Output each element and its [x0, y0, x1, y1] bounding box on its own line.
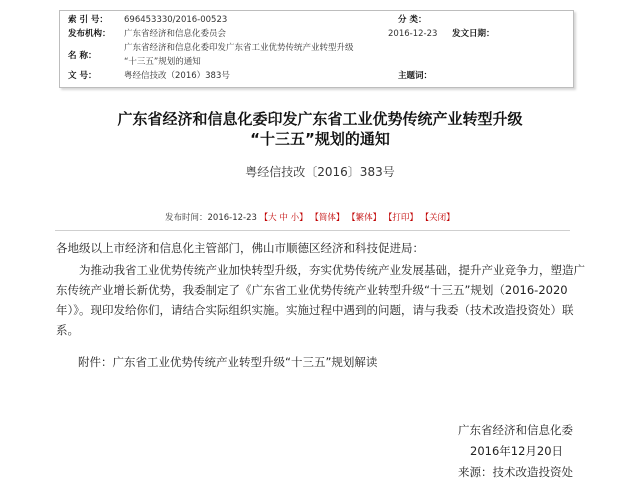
date-label: 发文日期： — [452, 29, 495, 39]
font-size-medium-link[interactable]: 中 — [279, 213, 288, 223]
category-label: 分 类： — [398, 15, 427, 25]
font-size-large-link[interactable]: 大 — [268, 213, 277, 223]
page-title-line2: “十三五”规划的通知 — [250, 130, 390, 148]
traditional-link[interactable]: 繁体 — [355, 213, 373, 223]
docno-label: 文 号： — [68, 71, 97, 81]
document-number: 粤经信技改〔2016〕383号 — [245, 165, 395, 179]
print-link[interactable]: 打印 — [392, 213, 410, 223]
signing-date: 2016年12月20日 — [470, 444, 564, 458]
docno-value: 粤经信技改（2016）383号 — [124, 71, 230, 81]
index-value: 696453330/2016-00523 — [124, 15, 228, 25]
publish-date: 2016-12-23 — [207, 213, 257, 223]
publish-toolbar: 发布时间：2016-12-23 【大 中 小】 【简体】 【繁体】 【打印】 【关闭】 — [165, 213, 455, 223]
body-paragraph: 为推动我省工业优势传统产业加快转型升级，夯实优势传统产业发展基础，提升产业竞争力，塑造广东传统产业增长新优势，我委制定了《广东省工业优势传统产业转型升级“十三五”规划（2016-2020年）》。现印发给你们，请结合实际组织实施。实施过程中遇到的问题，请与我委（技术改造投资处）联系。 — [56, 263, 585, 337]
date-value: 2016-12-23 — [388, 29, 438, 39]
simplified-link[interactable]: 简体 — [318, 213, 336, 223]
close-link[interactable]: 关闭 — [429, 213, 447, 223]
name-value-line1: 广东省经济和信息化委印发广东省工业优势传统产业转型升级 — [124, 43, 354, 53]
source-line: 来源：技术改造投资处 — [458, 465, 573, 479]
salutation: 各地级以上市经济和信息化主管部门，佛山市顺德区经济和科技促进局： — [56, 241, 424, 255]
signing-organization: 广东省经济和信息化委 — [458, 423, 573, 437]
font-size-small-link[interactable]: 小 — [290, 213, 300, 223]
page-title-line1: 广东省经济和信息化委印发广东省工业优势传统产业转型升级 — [117, 110, 523, 128]
divider — [55, 230, 570, 231]
index-label: 索 引 号： — [68, 15, 108, 25]
document-metadata-box — [59, 10, 574, 88]
publisher-value: 广东省经济和信息化委员会 — [124, 29, 227, 39]
attachment-line: 附件：广东省工业优势传统产业转型升级“十三五”规划解读 — [78, 355, 378, 369]
publish-label: 发布时间： — [165, 213, 208, 223]
name-label: 名 称： — [68, 51, 97, 61]
subject-label: 主题词： — [398, 71, 433, 81]
publisher-label: 发布机构： — [68, 29, 111, 39]
name-value-line2: “十三五”规划的通知 — [124, 57, 201, 67]
